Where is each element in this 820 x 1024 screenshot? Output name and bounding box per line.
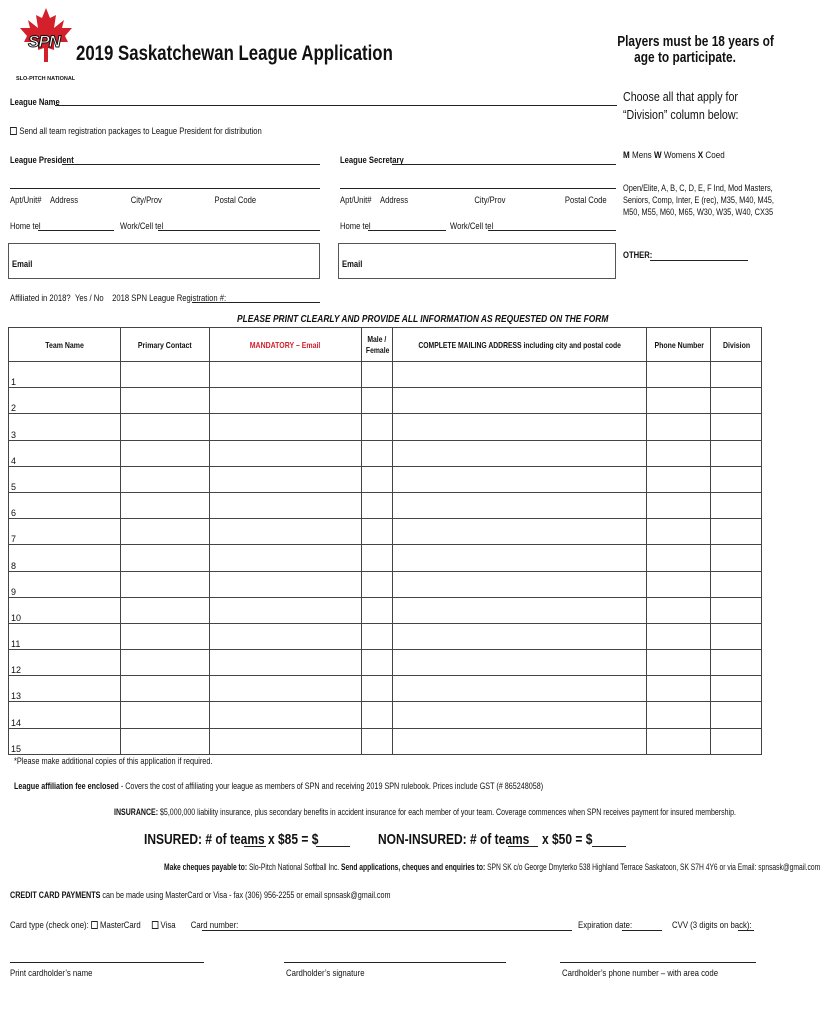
logo-text: SPN: [28, 32, 60, 51]
secretary-label: League Secretary: [340, 155, 404, 165]
table-cell[interactable]: [121, 676, 209, 702]
table-cell[interactable]: [393, 623, 647, 649]
insured-total-field[interactable]: [316, 846, 350, 847]
table-cell[interactable]: [209, 676, 361, 702]
row-number: 14: [11, 717, 22, 728]
copies-note: *Please make additional copies of this application if required.: [14, 756, 213, 766]
header-division: Division: [711, 328, 762, 362]
table-row: [9, 571, 762, 597]
table-cell[interactable]: [711, 440, 762, 466]
table-cell[interactable]: [711, 362, 762, 388]
president-work-tel-label: Work/Cell tel: [120, 221, 164, 231]
expiration-label: Expiration date:: [578, 920, 633, 931]
legend-womens: Womens: [663, 150, 696, 161]
secretary-email-box[interactable]: [338, 243, 616, 279]
table-cell[interactable]: [393, 388, 647, 414]
send-all-label: Send all team registration packages to League President for distribution: [19, 126, 262, 136]
mastercard-label: MasterCard: [99, 920, 141, 931]
noninsured-label: NON-INSURED: # of teams: [378, 831, 530, 848]
table-cell[interactable]: [209, 414, 361, 440]
table-cell[interactable]: [711, 492, 762, 518]
president-address-field[interactable]: [10, 188, 320, 189]
table-cell[interactable]: [711, 676, 762, 702]
table-cell[interactable]: [362, 623, 393, 649]
table-cell[interactable]: [393, 492, 647, 518]
cardholder-name-label: Print cardholder’s name: [10, 968, 93, 979]
table-cell[interactable]: [393, 440, 647, 466]
address-label: Address: [49, 195, 79, 205]
table-cell[interactable]: [393, 362, 647, 388]
table-cell[interactable]: [711, 414, 762, 440]
apt-label-2: Apt/Unit#: [340, 195, 372, 205]
table-row: [9, 702, 762, 728]
president-work-tel-field[interactable]: [158, 230, 320, 231]
secretary-address-labels: [340, 195, 612, 205]
table-cell[interactable]: [393, 414, 647, 440]
row-number: 12: [11, 665, 22, 676]
table-cell[interactable]: [121, 623, 209, 649]
cardholder-phone-label: Cardholder’s phone number – with area code: [562, 968, 719, 979]
row-number: 11: [11, 639, 21, 650]
other-label: OTHER:: [623, 250, 653, 260]
team-name-cell[interactable]: [9, 519, 121, 545]
row-number: 9: [11, 586, 17, 597]
table-cell[interactable]: [209, 466, 361, 492]
table-cell[interactable]: [121, 571, 209, 597]
table-cell[interactable]: [362, 676, 393, 702]
table-row: [9, 519, 762, 545]
table-cell[interactable]: [209, 650, 361, 676]
table-cell[interactable]: [647, 492, 711, 518]
president-address-labels: [10, 195, 316, 205]
table-cell[interactable]: [647, 545, 711, 571]
table-row: [9, 492, 762, 518]
affiliated-yes-no[interactable]: Yes / No: [74, 293, 104, 303]
insurance-info: [114, 807, 736, 817]
table-cell[interactable]: [121, 414, 209, 440]
table-cell[interactable]: [209, 362, 361, 388]
table-cell[interactable]: [647, 676, 711, 702]
table-cell[interactable]: [121, 362, 209, 388]
table-cell[interactable]: [121, 466, 209, 492]
expiration-field[interactable]: [622, 930, 662, 931]
card-type-label: Card type (check one):: [10, 920, 89, 931]
team-name-cell[interactable]: [9, 492, 121, 518]
row-number: 13: [11, 691, 22, 702]
age-notice: [600, 34, 774, 66]
table-cell[interactable]: [362, 702, 393, 728]
card-number-label: Card number:: [190, 920, 239, 931]
registration-label: 2018 SPN League Registration #:: [112, 293, 227, 303]
team-name-cell[interactable]: [9, 545, 121, 571]
table-cell[interactable]: [209, 492, 361, 518]
table-cell[interactable]: [121, 545, 209, 571]
table-cell[interactable]: [209, 440, 361, 466]
division-legend: [623, 150, 725, 161]
league-name-label: League Name: [10, 97, 60, 107]
team-name-cell[interactable]: [9, 702, 121, 728]
cc-text: can be made using MasterCard or Visa - fax (306) 956-2255 or email spnsask@gmail.com: [100, 890, 391, 900]
table-row: [9, 414, 762, 440]
card-number-field[interactable]: [202, 930, 572, 931]
address-label-2: Address: [379, 195, 409, 205]
print-clearly-banner: PLEASE PRINT CLEARLY AND PROVIDE ALL INFORMATION AS REQUESTED ON THE FORM: [237, 313, 609, 325]
table-cell[interactable]: [647, 571, 711, 597]
team-name-cell[interactable]: [9, 440, 121, 466]
table-cell[interactable]: [121, 519, 209, 545]
secretary-email-label: Email: [342, 259, 363, 269]
table-cell[interactable]: [647, 362, 711, 388]
table-cell[interactable]: [711, 623, 762, 649]
table-row: [9, 676, 762, 702]
header-gender: Male / Female: [362, 328, 393, 362]
credit-card-info: [10, 890, 391, 900]
table-cell[interactable]: [647, 650, 711, 676]
table-cell[interactable]: [362, 728, 393, 754]
league-name-field[interactable]: [55, 105, 617, 106]
table-row: [9, 623, 762, 649]
insurance-bold: INSURANCE:: [114, 807, 159, 817]
president-label: League President: [10, 155, 74, 165]
cheques-info: [164, 862, 820, 872]
division-heading-line1: Choose all that apply for: [623, 89, 738, 104]
registration-field[interactable]: [192, 302, 320, 303]
cardholder-phone-field[interactable]: [560, 962, 756, 963]
table-cell[interactable]: [647, 388, 711, 414]
team-name-cell[interactable]: [9, 362, 121, 388]
division-list: [623, 182, 774, 218]
row-number: 8: [11, 560, 17, 571]
city-label-2: City/Prov: [474, 195, 506, 205]
affiliated-label: Affiliated in 2018?: [10, 293, 71, 303]
table-cell[interactable]: [393, 597, 647, 623]
send-bold: Send applications, cheques and enquiries to:: [339, 862, 486, 872]
table-cell[interactable]: [362, 545, 393, 571]
table-cell[interactable]: [393, 702, 647, 728]
table-cell[interactable]: [647, 466, 711, 492]
table-cell[interactable]: [393, 571, 647, 597]
noninsured-total-field[interactable]: [592, 846, 626, 847]
table-row: [9, 362, 762, 388]
table-cell[interactable]: [121, 728, 209, 754]
send-text: SPN SK c/o George Dmyterko 538 Highland Terrace Saskatoon, SK S7H 4Y6 or via Email: spnsask@gmail.com: [485, 862, 820, 872]
table-cell[interactable]: [393, 466, 647, 492]
spn-logo: [18, 6, 74, 84]
table-cell[interactable]: [647, 623, 711, 649]
header-phone: Phone Number: [647, 328, 711, 362]
table-row: [9, 650, 762, 676]
table-cell[interactable]: [209, 519, 361, 545]
table-cell[interactable]: [393, 728, 647, 754]
table-cell[interactable]: [647, 414, 711, 440]
row-number: 10: [11, 612, 22, 623]
header-team-name: Team Name: [9, 328, 121, 362]
legend-mens: Mens: [631, 150, 652, 161]
table-cell[interactable]: [647, 702, 711, 728]
table-cell[interactable]: [647, 519, 711, 545]
table-cell[interactable]: [711, 519, 762, 545]
table-cell[interactable]: [362, 440, 393, 466]
table-cell[interactable]: [711, 571, 762, 597]
table-cell[interactable]: [711, 702, 762, 728]
row-number: 5: [11, 481, 17, 492]
table-row: [9, 440, 762, 466]
president-home-tel-label: Home tel: [10, 221, 41, 231]
row-number: 4: [11, 455, 17, 466]
legend-m: M: [623, 150, 630, 161]
table-cell[interactable]: [362, 362, 393, 388]
row-number: 2: [11, 403, 17, 414]
president-field[interactable]: [62, 164, 320, 165]
noninsured-calc: x $50 = $: [542, 831, 593, 848]
insured-label: INSURED: # of teams: [144, 831, 265, 848]
table-cell[interactable]: [647, 440, 711, 466]
table-cell[interactable]: [393, 545, 647, 571]
table-cell[interactable]: [393, 650, 647, 676]
cvv-field[interactable]: [738, 930, 754, 931]
row-number: 15: [11, 743, 22, 754]
secretary-work-tel-label: Work/Cell tel: [450, 221, 494, 231]
table-cell[interactable]: [362, 388, 393, 414]
division-list-line2: Seniors, Comp, Inter, E (rec), M35, M40, M45,: [623, 195, 774, 205]
header-primary-contact: Primary Contact: [121, 328, 209, 362]
table-cell[interactable]: [121, 650, 209, 676]
table-cell[interactable]: [209, 623, 361, 649]
cardholder-signature-field[interactable]: [284, 962, 506, 963]
division-heading: [623, 88, 739, 124]
table-cell[interactable]: [393, 676, 647, 702]
send-all-option[interactable]: [10, 126, 262, 136]
row-number: 7: [11, 534, 17, 545]
age-notice-line2: age to participate.: [634, 50, 736, 66]
cardholder-name-field[interactable]: [10, 962, 204, 963]
table-row: [9, 388, 762, 414]
team-name-cell[interactable]: [9, 414, 121, 440]
table-cell[interactable]: [121, 702, 209, 728]
affiliation-fee: [14, 781, 543, 791]
cheques-text: Slo-Pitch National Softball Inc.: [247, 862, 340, 872]
table-cell[interactable]: [647, 597, 711, 623]
team-table: [8, 327, 762, 755]
table-cell[interactable]: [209, 388, 361, 414]
division-heading-line2: “Division” column below:: [623, 107, 739, 122]
cardholder-signature-label: Cardholder’s signature: [286, 968, 365, 979]
visa-checkbox[interactable]: [152, 921, 159, 929]
table-cell[interactable]: [121, 388, 209, 414]
table-cell[interactable]: [711, 466, 762, 492]
insured-teams-field[interactable]: [244, 846, 266, 847]
age-notice-line1: Players must be 18 years of: [617, 34, 774, 50]
legend-coed: Coed: [705, 150, 725, 161]
visa-label: Visa: [160, 920, 176, 931]
table-cell[interactable]: [362, 571, 393, 597]
cc-bold: CREDIT CARD PAYMENTS: [10, 890, 101, 900]
table-cell[interactable]: [209, 597, 361, 623]
city-label: City/Prov: [130, 195, 162, 205]
team-name-cell[interactable]: [9, 650, 121, 676]
row-number: 6: [11, 508, 17, 519]
table-cell[interactable]: [121, 597, 209, 623]
header-mailing-address: COMPLETE MAILING ADDRESS including city and postal code: [393, 328, 647, 362]
table-cell[interactable]: [209, 728, 361, 754]
table-cell[interactable]: [362, 650, 393, 676]
team-name-cell[interactable]: [9, 388, 121, 414]
row-number: 3: [11, 429, 17, 440]
table-cell[interactable]: [121, 492, 209, 518]
president-email-label: Email: [12, 259, 33, 269]
president-home-tel-field[interactable]: [38, 230, 114, 231]
legend-x: X: [697, 150, 704, 161]
postal-label-2: Postal Code: [564, 195, 607, 205]
table-row: [9, 466, 762, 492]
table-cell[interactable]: [711, 728, 762, 754]
send-all-checkbox[interactable]: [10, 127, 17, 135]
division-list-line3: M50, M55, M60, M65, W30, W35, W40, CX35: [623, 207, 774, 217]
cvv-label: CVV (3 digits on back):: [672, 920, 752, 931]
legend-w: W: [653, 150, 662, 161]
table-row: [9, 728, 762, 754]
secretary-address-field[interactable]: [340, 188, 616, 189]
team-name-cell[interactable]: [9, 623, 121, 649]
table-cell[interactable]: [362, 597, 393, 623]
team-name-cell[interactable]: [9, 571, 121, 597]
division-list-line1: Open/Elite, A, B, C, D, E, F Ind, Mod Masters,: [623, 183, 773, 193]
table-cell[interactable]: [209, 571, 361, 597]
president-email-box[interactable]: [8, 243, 320, 279]
insurance-text: $5,000,000 liability insurance, plus secondary benefits in accident insurance for each member of your team. Coverage commences when SPN receives payment for insured membership.: [158, 807, 736, 817]
postal-label: Postal Code: [214, 195, 257, 205]
table-row: [9, 597, 762, 623]
secretary-home-tel-field[interactable]: [368, 230, 446, 231]
table-cell[interactable]: [121, 440, 209, 466]
insured-calc: x $85 = $: [268, 831, 319, 848]
team-name-cell[interactable]: [9, 728, 121, 754]
table-cell[interactable]: [362, 414, 393, 440]
other-field[interactable]: [650, 260, 748, 261]
header-email: MANDATORY – Email: [209, 328, 361, 362]
noninsured-teams-field[interactable]: [508, 846, 538, 847]
logo-caption: SLO-PITCH NATIONAL: [16, 76, 76, 82]
table-cell[interactable]: [362, 492, 393, 518]
secretary-work-tel-field[interactable]: [488, 230, 616, 231]
table-cell[interactable]: [362, 519, 393, 545]
secretary-field[interactable]: [392, 164, 616, 165]
affiliation-fee-bold: League affiliation fee enclosed: [14, 781, 119, 791]
table-cell[interactable]: [647, 728, 711, 754]
table-row: [9, 545, 762, 571]
cheques-bold: Make cheques payable to:: [164, 862, 248, 872]
table-cell[interactable]: [209, 702, 361, 728]
team-name-cell[interactable]: [9, 466, 121, 492]
table-cell[interactable]: [393, 519, 647, 545]
table-cell[interactable]: [711, 597, 762, 623]
table-cell[interactable]: [711, 650, 762, 676]
table-cell[interactable]: [711, 545, 762, 571]
row-number: 1: [11, 377, 17, 388]
team-name-cell[interactable]: [9, 676, 121, 702]
table-cell[interactable]: [209, 545, 361, 571]
team-table-header: [9, 328, 762, 362]
table-cell[interactable]: [362, 466, 393, 492]
page-title: 2019 Saskatchewan League Application: [76, 42, 393, 65]
secretary-home-tel-label: Home tel: [340, 221, 371, 231]
team-name-cell[interactable]: [9, 597, 121, 623]
affiliation-fee-text: - Covers the cost of affiliating your league as members of SPN and receiving 2019 SPN rulebook. Prices include GST (# 865248058): [118, 781, 544, 791]
mastercard-checkbox[interactable]: [91, 921, 98, 929]
noninsured-line: [378, 831, 529, 848]
apt-label: Apt/Unit#: [10, 195, 42, 205]
table-cell[interactable]: [711, 388, 762, 414]
